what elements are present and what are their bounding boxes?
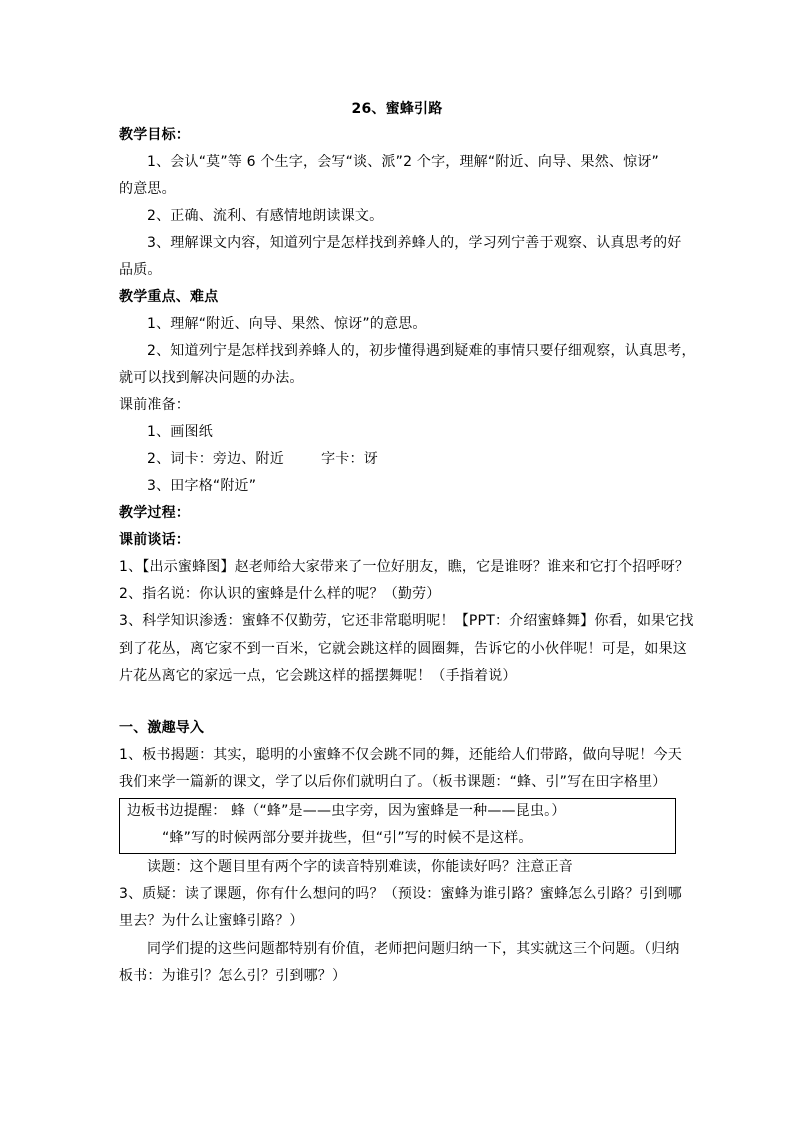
objective-2: 2、正确、流利、有感情地朗读课文。 [147, 208, 384, 224]
box-line-1: 边板书边提醒： 蜂（“蜂”是——虫字旁，因为蜜蜂是一种——昆虫。） [127, 803, 566, 819]
chat-3-line-1: 3、科学知识渗透：蜜蜂不仅勤劳，它还非常聪明呢！【PPT：介绍蜜蜂舞】你看，如果它找 [119, 613, 694, 629]
preparation-3: 3、田字格“附近” [147, 478, 257, 494]
section-1-p1-line-2: 我们来学一篇新的课文，学了以后你们就明白了。（板书课题：“蜂、引”写在田字格里） [119, 774, 667, 790]
preparation-heading: 课前准备： [119, 397, 190, 413]
chat-3-line-2: 到了花丛，离它家不到一百米，它就会跳这样的圆圈舞，告诉它的小伙伴呢！可是，如果这 [119, 641, 687, 657]
preparation-1: 1、画图纸 [147, 424, 213, 440]
page-title: 26、蜜蜂引路 [351, 101, 443, 117]
preparation-2: 2、词卡：旁边、附近 字卡：讶 [147, 451, 378, 467]
box-line-2: “蜂”写的时候两部分要并拢些，但“引”写的时候不是这样。 [162, 830, 533, 846]
chat-3-line-3: 片花丛离它的家远一点，它会跳这样的摇摆舞呢！（手指着说） [119, 668, 517, 684]
key-point-1: 1、理解“附近、向导、果然、惊讶”的意思。 [147, 316, 427, 332]
objective-3-line-2: 品质。 [119, 262, 162, 278]
section-1-heading: 一、激趣导入 [119, 720, 205, 736]
chat-1: 1、【出示蜜蜂图】赵老师给大家带来了一位好朋友，瞧，它是谁呀？谁来和它打个招呼呀？ [119, 559, 690, 575]
objectives-heading: 教学目标： [119, 127, 190, 143]
objective-3-line-1: 3、理解课文内容，知道列宁是怎样找到养蜂人的，学习列宁善于观察、认真思考的好 [147, 235, 682, 251]
key-point-2-line-2: 就可以找到解决问题的办法。 [119, 370, 304, 386]
read-title: 读题：这个题目里有两个字的读音特别难读，你能读好吗？注意正音 [147, 859, 573, 875]
section-1-p4-line-2: 板书：为谁引？怎么引？引到哪？） [119, 968, 347, 984]
board-reminder-box [119, 798, 676, 854]
objective-1-line-2: 的意思。 [119, 181, 176, 197]
section-1-p3-line-1: 3、质疑：读了课题，你有什么想问的吗？（预设：蜜蜂为谁引路？蜜蜂怎么引路？引到哪 [119, 886, 682, 902]
section-1-p1-line-1: 1、板书揭题：其实，聪明的小蜜蜂不仅会跳不同的舞，还能给人们带路，做向导呢！今天 [119, 747, 682, 763]
process-heading: 教学过程： [119, 505, 190, 521]
chat-heading: 课前谈话： [119, 532, 190, 548]
chat-2: 2、指名说：你认识的蜜蜂是什么样的呢？（勤劳） [119, 586, 441, 602]
key-points-heading: 教学重点、难点 [119, 289, 219, 305]
section-1-p3-line-2: 里去？为什么让蜜蜂引路？） [119, 913, 304, 929]
key-point-2-line-1: 2、知道列宁是怎样找到养蜂人的，初步懂得遇到疑难的事情只要仔细观察，认真思考， [147, 343, 696, 359]
objective-1-line-1: 1、会认“莫”等 6 个生字，会写“谈、派”2 个字，理解“附近、向导、果然、惊讶” [147, 154, 659, 170]
section-1-p4-line-1: 同学们提的这些问题都特别有价值，老师把问题归纳一下，其实就这三个问题。（归纳 [147, 941, 680, 957]
